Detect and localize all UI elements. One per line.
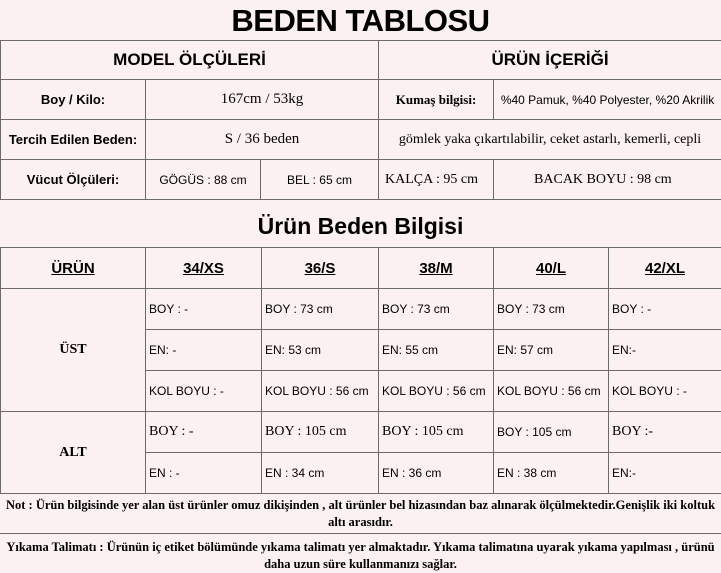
bottom-width-38: EN : 36 cm xyxy=(379,453,494,494)
top-width-36: EN: 53 cm xyxy=(262,330,379,371)
chest-measurement: GÖGÜS : 88 cm xyxy=(146,160,261,200)
waist-measurement: BEL : 65 cm xyxy=(261,160,379,200)
bottom-length-40: BOY : 105 cm xyxy=(494,412,609,453)
bottom-width-36: EN : 34 cm xyxy=(262,453,379,494)
body-measurements-label: Vücut Ölçüleri: xyxy=(1,160,146,200)
top-length-34: BOY : - xyxy=(146,289,262,330)
top-width-40: EN: 57 cm xyxy=(494,330,609,371)
top-width-38: EN: 55 cm xyxy=(379,330,494,371)
washing-instructions: Yıkama Talimatı : Ürünün iç etiket bölümünde yıkama talimatı yer almaktadır. Yıkama talimatına uyarak yıkama yapılması , ürünü daha uzun süre kullanmanızı sağlar. xyxy=(6,540,715,571)
top-width-34: EN: - xyxy=(146,330,262,371)
bottom-width-34: EN : - xyxy=(146,453,262,494)
bottom-length-42: BOY :- xyxy=(609,412,721,453)
column-header-40-l: 40/L xyxy=(494,248,609,289)
top-length-36: BOY : 73 cm xyxy=(262,289,379,330)
top-sleeve-38: KOL BOYU : 56 cm xyxy=(379,371,494,412)
bottom-length-36: BOY : 105 cm xyxy=(262,412,379,453)
top-length-40: BOY : 73 cm xyxy=(494,289,609,330)
bottom-width-40: EN : 38 cm xyxy=(494,453,609,494)
measurement-note: Not : Ürün bilgisinde yer alan üst ürünler omuz dikişinden , alt ürünler bel hizasından baz alınarak ölçülmektedir.Genişlik iki koltuk altı arasıdır. xyxy=(0,494,721,534)
bottom-width-42: EN:- xyxy=(609,453,721,494)
height-weight-value: 167cm / 53kg xyxy=(146,80,379,120)
page-title: BEDEN TABLOSU xyxy=(231,3,490,38)
preferred-size-label: Tercih Edilen Beden: xyxy=(1,120,146,160)
top-sleeve-42: KOL BOYU : - xyxy=(609,371,721,412)
top-garment-label: ÜST xyxy=(1,289,146,412)
top-width-42: EN:- xyxy=(609,330,721,371)
column-header-34-xs: 34/XS xyxy=(146,248,262,289)
fabric-value: %40 Pamuk, %40 Polyester, %20 Akrilik xyxy=(494,80,721,120)
top-sleeve-40: KOL BOYU : 56 cm xyxy=(494,371,609,412)
fabric-label: Kumaş bilgisi: xyxy=(379,80,494,120)
size-table xyxy=(0,247,721,494)
bottom-length-34: BOY : - xyxy=(146,412,262,453)
model-measurements-header: MODEL ÖLÇÜLERİ xyxy=(1,41,379,80)
size-info-title: Ürün Beden Bilgisi xyxy=(257,213,464,239)
model-info-table xyxy=(0,40,721,200)
hip-measurement: KALÇA : 95 cm xyxy=(379,160,494,200)
top-sleeve-34: KOL BOYU : - xyxy=(146,371,262,412)
top-length-42: BOY : - xyxy=(609,289,721,330)
preferred-size-value: S / 36 beden xyxy=(146,120,379,160)
column-header-36-s: 36/S xyxy=(262,248,379,289)
top-sleeve-36: KOL BOYU : 56 cm xyxy=(262,371,379,412)
height-weight-label: Boy / Kilo: xyxy=(1,80,146,120)
column-header-product: ÜRÜN xyxy=(1,248,146,289)
leg-length-measurement: BACAK BOYU : 98 cm xyxy=(494,160,721,200)
product-features: gömlek yaka çıkartılabilir, ceket astarlı, kemerli, cepli xyxy=(379,120,721,160)
product-content-header: ÜRÜN İÇERİĞİ xyxy=(379,41,721,80)
column-header-42-xl: 42/XL xyxy=(609,248,721,289)
column-header-38-m: 38/M xyxy=(379,248,494,289)
top-length-38: BOY : 73 cm xyxy=(379,289,494,330)
bottom-garment-label: ALT xyxy=(1,412,146,494)
bottom-length-38: BOY : 105 cm xyxy=(379,412,494,453)
